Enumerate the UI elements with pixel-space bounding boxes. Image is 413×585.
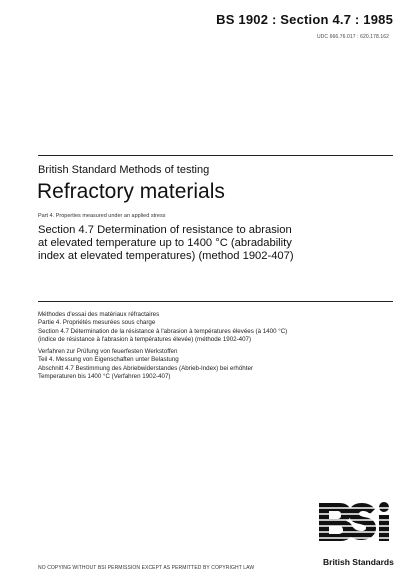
german-line: Abschnitt 4.7 Bestimmung des Abriebwiderstandes (Abrieb-Index) bei erhöhter <box>38 364 253 372</box>
standard-code: BS 1902 : Section 4.7 : 1985 <box>216 12 393 27</box>
part-line: Part 4. Properties measured under an applied stress <box>38 213 166 219</box>
german-title-block <box>38 348 398 382</box>
page-title: Refractory materials <box>37 180 225 203</box>
french-line: (indice de résistance à l'abrasion à températures élevée) (méthode 1902-407) <box>38 336 252 344</box>
bsi-logo <box>315 497 395 569</box>
section-title-line: at elevated temperature up to 1400 °C (abradability <box>38 237 292 249</box>
german-line: Teil 4. Messung von Eigenschaften unter Belastung <box>38 356 179 364</box>
copyright-note: NO COPYING WITHOUT BSI PERMISSION EXCEPT AS PERMITTED BY COPYRIGHT LAW <box>38 565 255 571</box>
french-line: Section 4.7 Détermination de la résistance à l'abrasion à températures élevées (à 1400 °C) <box>38 327 288 335</box>
section-title-line: Section 4.7 Determination of resistance to abrasion <box>38 224 292 236</box>
german-line: Verfahren zur Prüfung von feuerfesten Werkstoffen <box>38 348 178 355</box>
french-line: Partie 4. Propriétés mesurées sous charge <box>38 319 156 327</box>
section-title-line: index at elevated temperatures) (method 1902-407) <box>38 250 294 262</box>
french-line: Méthodes d'essai des matériaux réfractaires <box>38 311 160 318</box>
methods-line: British Standard Methods of testing <box>38 164 210 176</box>
logo-caption: British Standards <box>323 557 394 567</box>
french-title-block <box>38 311 398 345</box>
section-title <box>38 224 388 263</box>
udc-line: UDC 666.76.017 : 620.178.162 <box>316 34 389 40</box>
top-rule <box>38 155 393 156</box>
middle-rule <box>38 301 393 302</box>
german-line: Temperaturen bis 1400 °C (Verfahren 1902-407) <box>38 373 171 381</box>
bsi-logo-mark <box>315 497 395 557</box>
